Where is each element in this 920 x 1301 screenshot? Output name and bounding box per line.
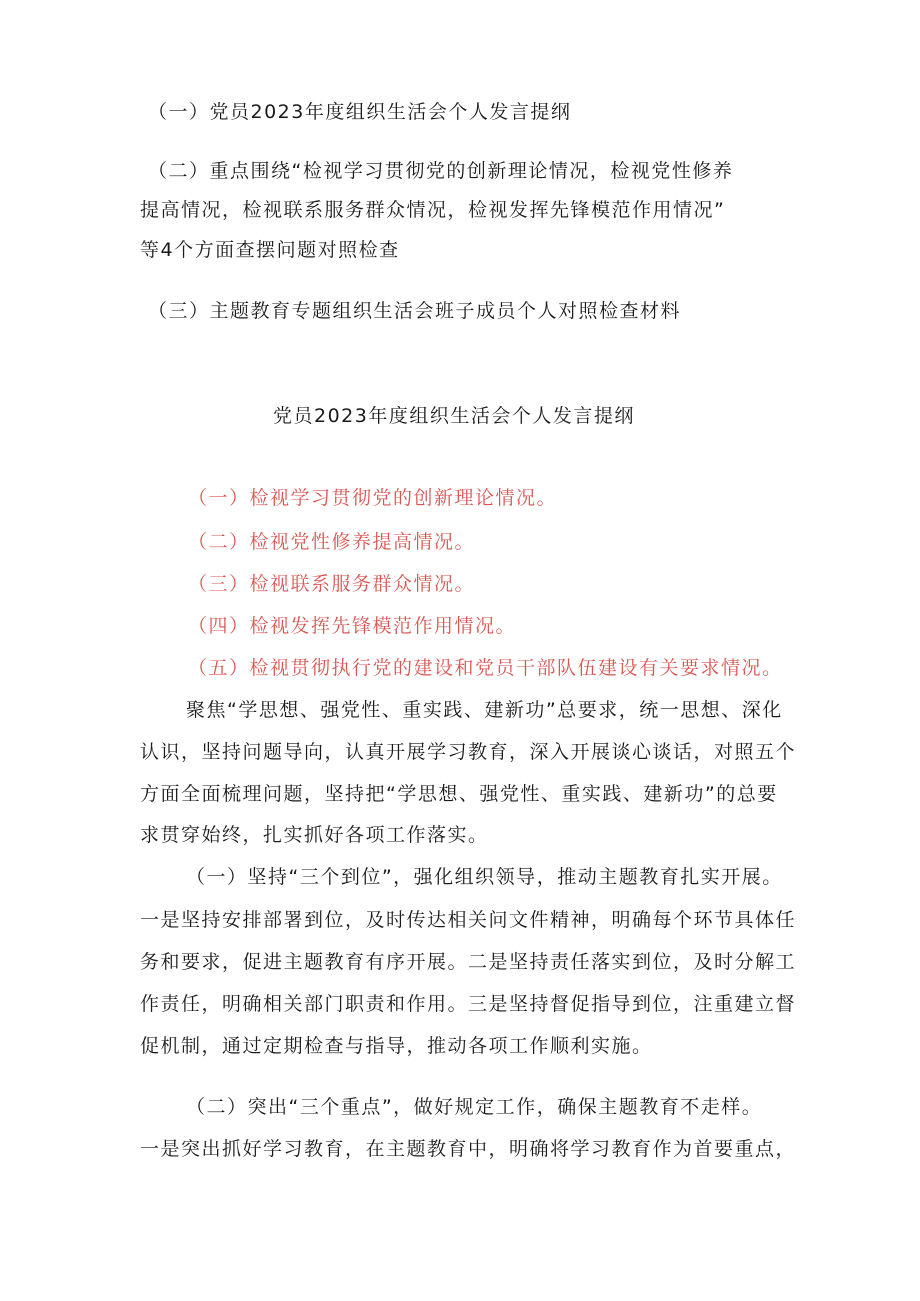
body-line: 聚焦“学思想、强党性、重实践、建新功”总要求，统一思想、深化 [186, 699, 783, 721]
section-heading-2: （二）突出“三个重点”，做好规定工作，确保主题教育不走样。 [186, 1096, 763, 1118]
toc-item-1: （一）党员2023年度组织生活会个人发言提纲 [148, 101, 572, 123]
body-line: 一是突出抓好学习教育，在主题教育中，明确将学习教育作为首要重点， [140, 1138, 797, 1160]
body-line: 方面全面梳理问题，坚持把“学思想、强党性、重实践、建新功”的总要 [140, 783, 778, 805]
outline-item-5: （五）检视贯彻执行党的建设和党员干部队伍建设有关要求情况。 [188, 657, 783, 679]
outline-item-1: （一）检视学习贯彻党的创新理论情况。 [188, 487, 558, 509]
toc-item-2-line-1: （二）重点围绕“检视学习贯彻党的创新理论情况，检视党性修养 [148, 160, 734, 182]
body-line: 务和要求，促进主题教育有序开展。二是坚持责任落实到位，及时分解工 [140, 951, 797, 973]
outline-item-2: （二）检视党性修养提高情况。 [188, 531, 476, 553]
outline-item-3: （三）检视联系服务群众情况。 [188, 573, 476, 595]
section-heading-1: （一）坚持“三个到位”，强化组织领导，推动主题教育扎实开展。 [186, 866, 783, 888]
body-line: 促机制，通过定期检查与指导，推动各项工作顺利实施。 [140, 1035, 653, 1057]
toc-item-2-line-2: 提高情况，检视联系服务群众情况，检视发挥先锋模范作用情况” [140, 199, 726, 221]
body-line: 认识，坚持问题导向，认真开展学习教育，深入开展谈心谈话，对照五个 [140, 741, 797, 763]
toc-item-3: （三）主题教育专题组织生活会班子成员个人对照检查材料 [148, 300, 682, 322]
page-title: 党员2023年度组织生活会个人发言提纲 [273, 405, 635, 427]
outline-item-4: （四）检视发挥先锋模范作用情况。 [188, 615, 517, 637]
body-line: 一是坚持安排部署到位，及时传达相关问文件精神，明确每个环节具体任 [140, 909, 797, 931]
toc-item-2-line-3: 等4个方面查摆问题对照检查 [140, 239, 400, 261]
body-line: 求贯穿始终，扎实抓好各项工作落实。 [140, 824, 489, 846]
body-line: 作责任，明确相关部门职责和作用。三是坚持督促指导到位，注重建立督 [140, 993, 797, 1015]
